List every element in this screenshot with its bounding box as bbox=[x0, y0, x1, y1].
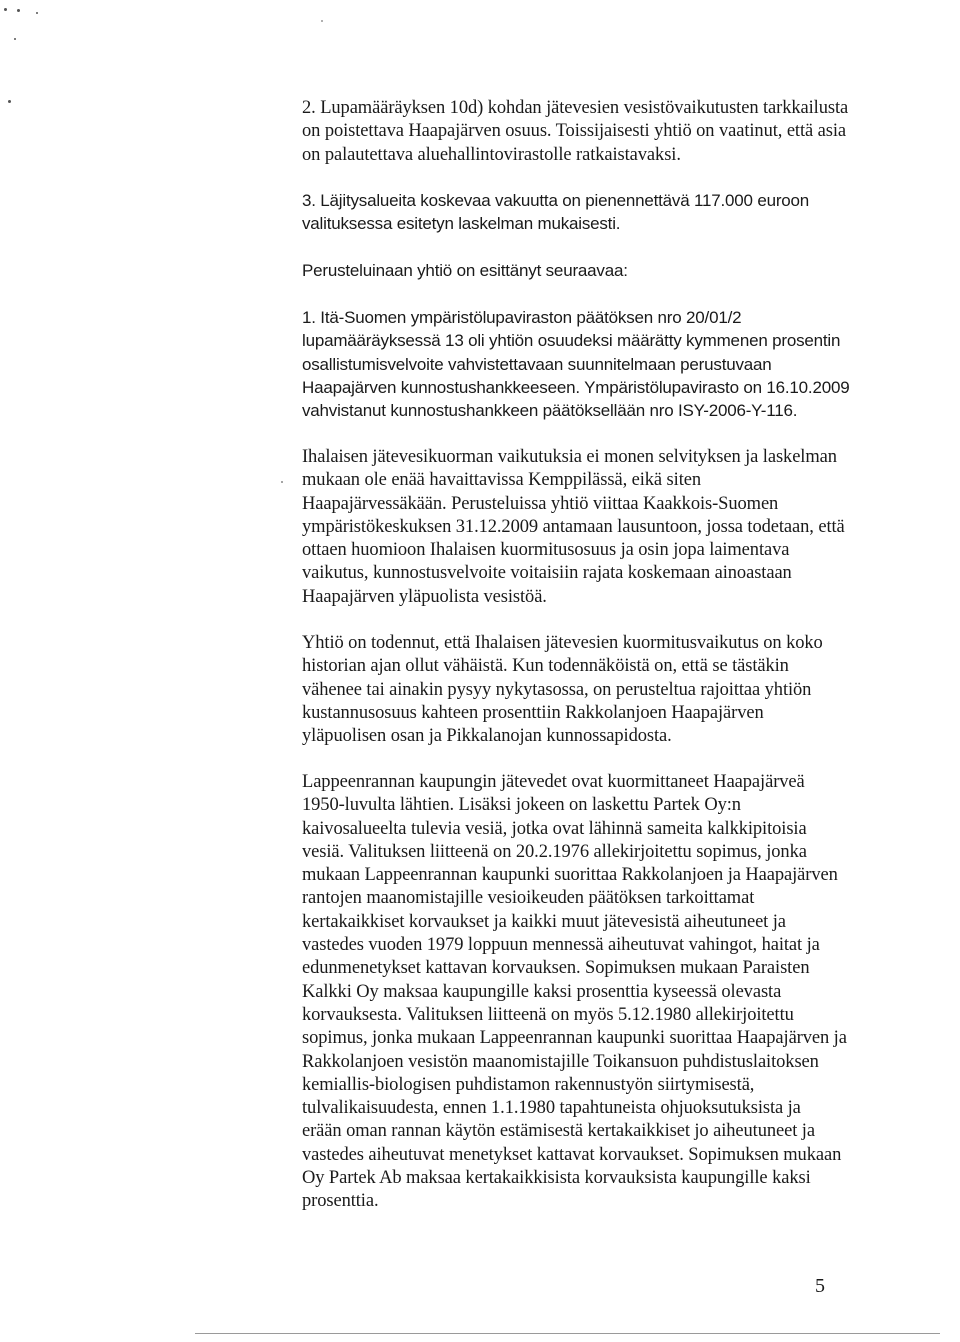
scan-speck bbox=[17, 9, 20, 12]
text-line: on palautettava aluehallintovirastolle ratkaistavaksi. bbox=[302, 144, 681, 165]
scan-speck bbox=[321, 20, 323, 22]
text-line: edunmenetykset kattavan korvauksen. Sopimuksen mukaan Paraisten bbox=[302, 958, 810, 979]
paragraph-ground-1 bbox=[302, 306, 902, 422]
text-line: mukaan Lappeenrannan kaupunki suorittaa Rakkolanjoen ja Haapajärven bbox=[302, 865, 838, 886]
text-line: Oy Partek Ab maksaa kertakaikkisista korvauksista kaupungille kaksi bbox=[302, 1168, 811, 1189]
paragraph-lappeenranta bbox=[302, 771, 902, 1214]
text-line: Yhtiö on todennut, että Ihalaisen jätevesien kuormitusvaikutus on koko bbox=[302, 633, 823, 653]
text-line: vähenee tai ainakin pysyy nykytasossa, on perusteltua rajoittaa yhtiön bbox=[302, 679, 812, 700]
text-line: 2. Lupamääräyksen 10d) kohdan jätevesien vesistövaikutusten tarkkailusta bbox=[302, 98, 849, 118]
text-line: 3. Läjitysalueita koskevaa vakuutta on pienennettävä 117.000 euroon bbox=[302, 191, 810, 210]
text-line: 1. Itä-Suomen ympäristölupaviraston päätöksen nro 20/01/2 bbox=[302, 308, 742, 327]
paragraph-company-finding bbox=[302, 632, 902, 748]
text-line: rantojen maanomistajille vesioikeuden päätöksen tarkoittamat bbox=[302, 888, 755, 909]
text-line: kaivosalueelta tulevia vesiä, jotka ovat lähinnä sameita kalkkipitoisia bbox=[302, 818, 807, 839]
text-line: Kalkki Oy maksaa kaupungille kaksi prosenttia kyseessä olevasta bbox=[302, 981, 782, 1002]
text-line: osallistumisvelvoite vahvistettavaan suunnitelmaan perustuvaan bbox=[302, 354, 772, 374]
text-line: Haapajärven yläpuolista vesistöä. bbox=[302, 586, 547, 607]
paragraph-ihalainen bbox=[302, 446, 902, 609]
paragraph-item-3 bbox=[302, 189, 902, 236]
text-line: tulvalikaisuudesta, ennen 1.1.1980 tapahtuneista ohjuoksutuksista ja bbox=[302, 1098, 801, 1119]
text-line: kertakaikkiset korvaukset ja kaikki muut jätevesistä aiheutuneet ja bbox=[302, 911, 786, 932]
text-line: vahvistanut kunnostushankkeen päätöksellään nro ISY-2006-Y-116. bbox=[302, 401, 798, 421]
text-line: 1950-luvulta lähtien. Lisäksi jokeen on laskettu Partek Oy:n bbox=[302, 795, 741, 816]
text-line: vaikutus, kunnostusvelvoite voitaisiin rajata koskemaan ainoastaan bbox=[302, 563, 792, 584]
scan-speck bbox=[14, 38, 16, 40]
text-line: Lappeenrannan kaupungin jätevedet ovat kuormittaneet Haapajärveä bbox=[302, 772, 805, 792]
text-line: prosenttia. bbox=[302, 1191, 379, 1212]
footer-rule bbox=[195, 1333, 940, 1334]
scan-speck bbox=[8, 100, 11, 103]
text-line: lupamääräyksessä 13 oli yhtiön osuudeksi määrätty kymmenen prosentin bbox=[302, 331, 841, 351]
text-line: Rakkolanjoen vesistön maanomistajille Toikansuon puhdistuslaitoksen bbox=[302, 1051, 819, 1072]
text-line: ympäristökeskuksen 31.12.2009 antamaan lausuntoon, jossa todetaan, että bbox=[302, 516, 845, 537]
text-line: yläpuolisen osan ja Pikkalanojan kunnossapidosta. bbox=[302, 726, 672, 747]
text-line: Ihalaisen jätevesikuorman vaikutuksia ei monen selvityksen ja laskelman bbox=[302, 447, 837, 467]
text-line: Haapajärven kunnostushankkeeseen. Ympäristölupavirasto on 16.10.2009 bbox=[302, 377, 850, 397]
text-line: historian ajan ollut vähäistä. Kun todennäköistä on, että se tästäkin bbox=[302, 656, 789, 677]
scan-speck bbox=[4, 8, 7, 11]
text-line: on poistettava Haapajärven osuus. Toissijaisesti yhtiö on vaatinut, että asia bbox=[302, 121, 847, 142]
text-line: Perusteluinaan yhtiö on esittänyt seuraavaa: bbox=[302, 261, 628, 280]
text-line: mukaan ole enää havaittavissa Kemppilässä, eikä siten bbox=[302, 470, 701, 491]
scan-speck bbox=[36, 12, 38, 14]
paragraph-item-2 bbox=[302, 97, 902, 167]
text-line: kustannusosuus kahteen prosenttiin Rakkolanjoen Haapajärven bbox=[302, 702, 764, 723]
text-line: vastedes aiheutuvat menetykset kattavat korvaukset. Sopimuksen mukaan bbox=[302, 1144, 842, 1165]
scan-speck bbox=[281, 481, 283, 483]
text-line: sopimus, jonka mukaan Lappeenrannan kaupunki suorittaa Haapajärven ja bbox=[302, 1028, 847, 1049]
text-line: Haapajärvessäkään. Perusteluissa yhtiö viittaa Kaakkois-Suomen bbox=[302, 493, 779, 514]
page-number: 5 bbox=[815, 1275, 825, 1297]
text-line: korvauksesta. Valituksen liitteenä on myös 5.12.1980 allekirjoitettu bbox=[302, 1004, 794, 1025]
paragraph-grounds-intro bbox=[302, 259, 902, 282]
text-line: kemiallis-biologisen puhdistamon rakennustyön siirtymisestä, bbox=[302, 1074, 755, 1095]
text-line: vastedes vuoden 1979 loppuun mennessä aiheutuvat vahingot, haitat ja bbox=[302, 935, 820, 956]
text-line: valituksessa esitetyn laskelman mukaisesti. bbox=[302, 214, 621, 234]
text-line: erään oman rannan käytön estämisestä kertakaikkiset jo aiheutuneet ja bbox=[302, 1121, 815, 1142]
text-line: vesiä. Valituksen liitteenä on 20.2.1976 allekirjoitettu sopimus, jonka bbox=[302, 841, 807, 862]
text-line: ottaen huomioon Ihalaisen kuormitusosuus ja osin jopa laimentava bbox=[302, 540, 790, 561]
